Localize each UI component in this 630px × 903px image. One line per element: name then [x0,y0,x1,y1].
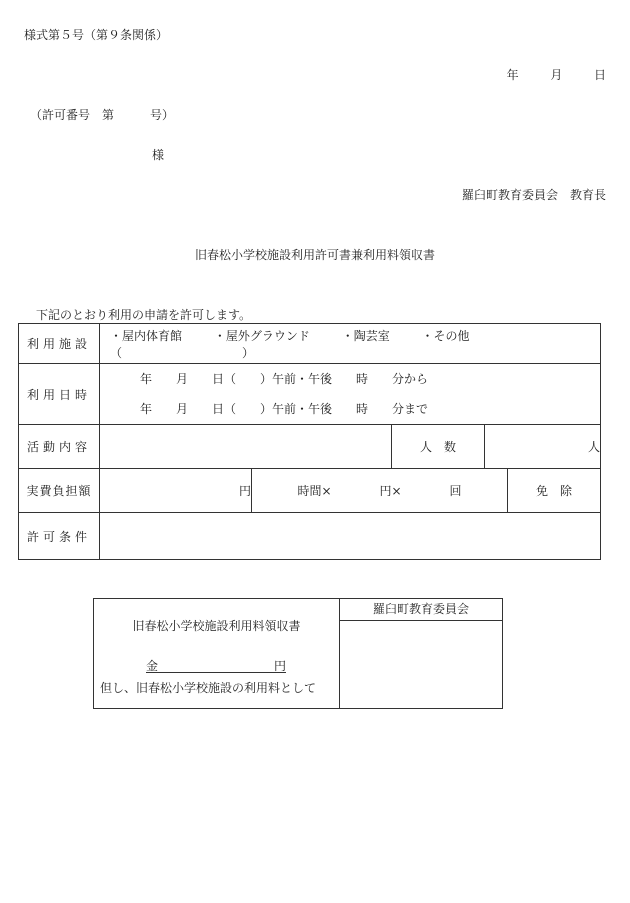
activity-row [19,425,601,469]
conditions-field[interactable] [100,513,601,560]
conditions-label: 許可条件 [19,513,100,560]
cost-label: 実費負担額 [19,469,100,513]
cost-formula[interactable]: 時間× 円× 回 [252,469,508,513]
datetime-to[interactable]: 年 月 日（ ）午前・午後 時 分まで [140,402,429,416]
datetime-from[interactable]: 年 月 日（ ）午前・午後 時 分から [140,372,429,386]
receipt-amount-line[interactable] [146,657,286,673]
conditions-row [19,513,601,560]
people-field[interactable]: 人 [485,425,601,469]
datetime-values [100,364,601,425]
date-line [507,66,606,83]
form-number: 様式第５号（第９条関係） [24,28,169,42]
facility-options [100,324,601,364]
option-outdoor-ground[interactable]: ・屋外グラウンド [213,328,310,343]
facility-label: 利用施設 [19,324,100,364]
exempt-option[interactable]: 免 除 [508,469,601,513]
date-day: 日 [593,68,606,82]
option-indoor-gym[interactable]: ・屋内体育館 [110,328,183,343]
intro-text: 下記のとおり利用の申請を許可します。 [36,308,252,322]
issuer: 羅臼町教育委員会 教育長 [461,188,606,202]
receipt-note: 但し、旧春松小学校施設の利用料として [100,681,317,695]
datetime-row [19,364,601,425]
receipt-committee: 羅臼町教育委員会 [339,599,503,621]
addressee-honorific: 様 [152,148,165,162]
receipt-en: 円 [273,659,286,673]
permit-form-table [18,323,601,560]
people-label: 人 数 [392,425,485,469]
facility-row [19,324,601,364]
activity-field[interactable] [100,425,392,469]
cost-row [19,469,601,513]
option-pottery-room[interactable]: ・陶芸室 [341,328,390,343]
option-other[interactable]: ・その他（ ） [110,328,470,360]
receipt-left-pane [94,599,340,708]
date-month: 月 [550,68,563,82]
date-year: 年 [506,68,519,82]
activity-label: 活動内容 [19,425,100,469]
receipt-title: 旧春松小学校施設利用料領収書 [132,619,301,633]
permit-number: （許可番号 第 号） [30,108,175,122]
document-title: 旧春松小学校施設利用許可書兼利用料領収書 [194,248,435,262]
receipt-kin: 金 [146,659,159,673]
receipt-box [93,598,503,709]
cost-yen-field[interactable]: 円 [100,469,252,513]
datetime-label: 利用日時 [19,364,100,425]
